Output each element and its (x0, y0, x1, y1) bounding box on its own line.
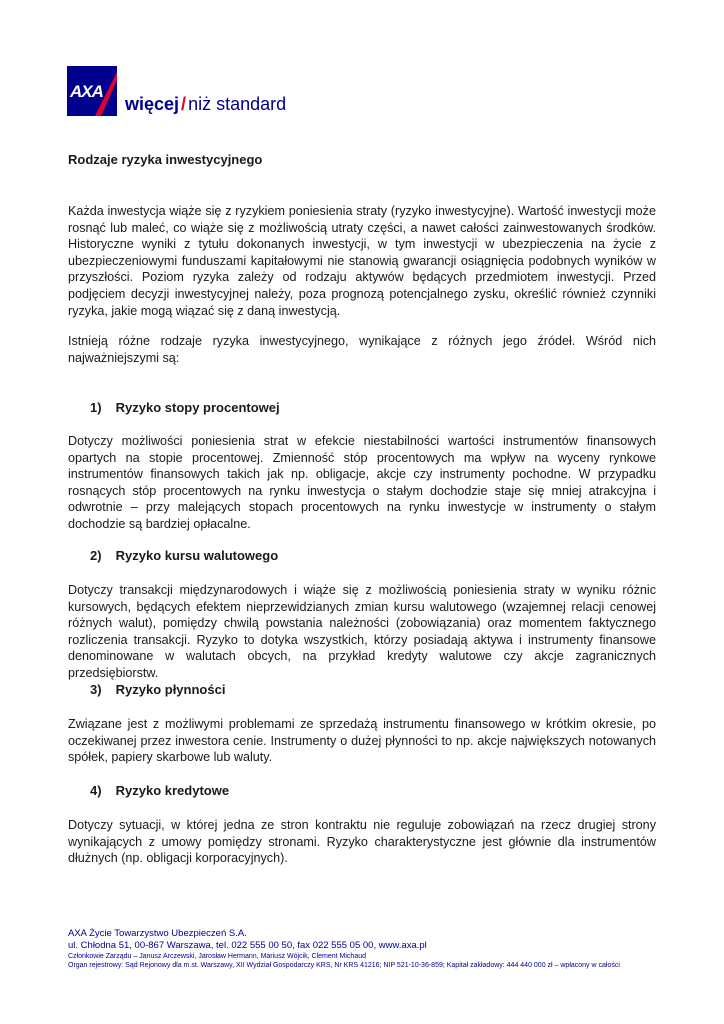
section-heading-credit (90, 783, 229, 798)
section-heading-currency (90, 548, 278, 563)
section-title: Ryzyko kredytowe (115, 783, 230, 798)
tagline-rest: niż standard (188, 94, 287, 114)
intro-paragraph-2: Istnieją różne rodzaje ryzyka inwestycyjnego, wynikające z różnych jego źródeł. Wśród nich najważniejszymi są: (68, 334, 656, 365)
tagline-slash: / (181, 94, 187, 114)
section-heading-liquidity (90, 682, 225, 697)
section-number: 3) (90, 682, 102, 697)
section-body-liquidity: Związane jest z możliwymi problemami ze sprzedażą instrumentu finansowego w krótkim okresie, po oczekiwanej przez inwestora cenie. Instrumenty o dużej płynności to np. akcje największych notowanych spółek, papiery skarbowe lub waluty. (68, 717, 656, 765)
intro-paragraph-1: Każda inwestycja wiąże się z ryzykiem poniesienia straty (ryzyko inwestycyjne). Wartość inwestycji może rosnąć lub maleć, co wiąże się z możliwością utraty części, a nawet całości zainwestowanych środków. Historyczne wyniki z tytułu dokonanych inwestycji, w tym inwestycji w ubezpieczenia na życie z ubezpieczeniowymi funduszami kapitałowymi nie stanowią gwarancji osiągnięcia podobnych wyników w przyszłości. Poziom ryzyka zależy od rodzaju aktywów będących przedmiotem inwestycji. Przed podjęciem decyzji inwestycyjnej należy, poza prognozą potencjalnego zysku, określić również czynniki ryzyka, jakie mogą wiązać się z daną inwestycją. (68, 204, 656, 318)
document-title: Rodzaje ryzyka inwestycyjnego (68, 152, 263, 167)
section-body-credit: Dotyczy sytuacji, w której jedna ze stron kontraktu nie reguluje zobowiązań na rzecz drugiej strony wynikających z umowy pomiędzy stronami. Ryzyko charakterystyczne jest głównie dla instrumentów dłużnych (np. obligacji korporacyjnych). (68, 818, 656, 866)
axa-brand-text: AXA (70, 82, 103, 101)
section-title: Ryzyko płynności (115, 682, 226, 697)
section-heading-interest-rate (90, 400, 280, 415)
footer-registry: Organ rejestrowy: Sąd Rejonowy dla m.st. Warszawy, XII Wydział Gospodarczy KRS, Nr KRS 41216; NIP 521-10-36-859; Kapitał zakładowy: 444 440 000 zł – wpłacony w całości (68, 962, 620, 969)
logo-tagline (125, 94, 286, 115)
tagline-strong: więcej (125, 94, 180, 114)
section-title: Ryzyko kursu walutowego (115, 548, 279, 563)
section-body-interest-rate: Dotyczy możliwości poniesienia strat w efekcie niestabilności wartości instrumentów finansowych opartych na stopie procentowej. Zmienność stóp procentowych ma wpływ na wyceny rynkowe instrumentów finansowych takich jak np. obligacje, akcje czy instrumenty pochodne. W przypadku rosnących stóp procentowych na rynku inwestycja o stałym dochodzie staje się mniej atrakcyjna i odwrotnie – przy malejących stopach procentowych na rynku inwestycje w instrumenty o stałym dochodzie są bardziej opłacalne. (68, 434, 656, 531)
footer-address: ul. Chłodna 51, 00-867 Warszawa, tel. 022 555 00 50, fax 022 555 05 00, www.axa.pl (68, 940, 427, 951)
axa-logo-mark (67, 66, 117, 116)
section-title: Ryzyko stopy procentowej (115, 400, 280, 415)
footer-company: AXA Życie Towarzystwo Ubezpieczeń S.A. (68, 928, 247, 939)
section-number: 4) (90, 783, 102, 798)
section-number: 2) (90, 548, 102, 563)
section-body-currency: Dotyczy transakcji międzynarodowych i wiąże się z możliwością poniesienia straty w wyniku różnic kursowych, będących efektem nieprzewidzianych zmian kursu walutowego (wzajemnej relacji cenowej różnych walut), pomiędzy chwilą powstania należności (zobowiązania) oraz momentem faktycznego rozliczenia transakcji. Ryzyko to dotyka wszystkich, którzy posiadają aktywa i instrumenty finansowe denominowane w walutach obcych, na przykład kredyty walutowe czy akcje zagranicznych przedsiębiorstw. (68, 583, 656, 680)
section-number: 1) (90, 400, 102, 415)
page-footer (68, 928, 668, 970)
footer-board: Członkowie Zarządu – Janusz Arczewski, Jarosław Hermann, Mariusz Wójcik, Clement Michaud (68, 953, 366, 960)
